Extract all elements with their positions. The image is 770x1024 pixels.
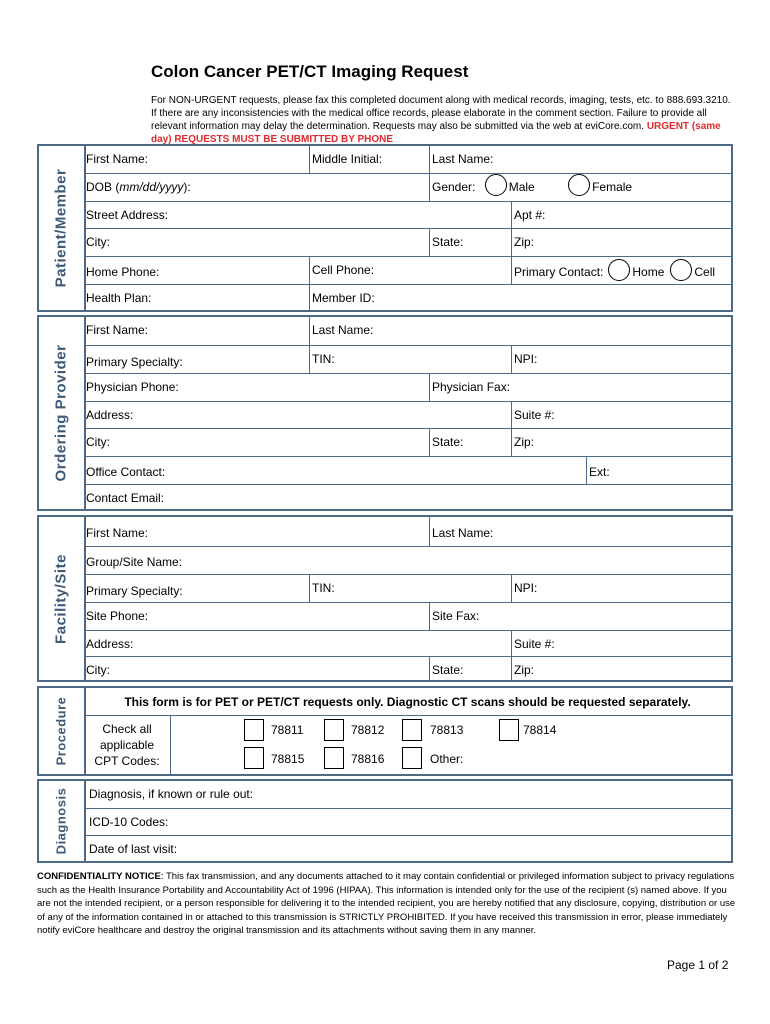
- provider-last-name-field[interactable]: Last Name:: [309, 317, 731, 345]
- provider-specialty-field[interactable]: Primary Specialty:: [86, 355, 183, 369]
- patient-section: [37, 144, 733, 312]
- provider-tin-field[interactable]: TIN:: [309, 346, 511, 373]
- patient-state-field[interactable]: State:: [429, 229, 511, 256]
- provider-fax-field[interactable]: Physician Fax:: [429, 374, 731, 401]
- confidentiality-notice: CONFIDENTIALITY NOTICE: This fax transmission, and any documents attached to it may contain confidential or privileged information subject to privacy regulations such as the Health Insurance Portability and Accountability Act of 1996 (HIPAA). This information is intended only for the use of the recipient (s) named above. If you are not the intended recipient, or a person responsible for delivering it to the intended recipient, you are hereby notified that any disclosure, copying, distribution or use of any of the information contained in or attached to this transmission is STRICTLY PROHIBITED. If you have received this transmission in error, please immediately notify eviCore healthcare and destroy the original transmission and its attachments without saving them in any manner.: [37, 871, 736, 937]
- date-last-visit-field[interactable]: Date of last visit:: [89, 842, 178, 856]
- facility-tin-field[interactable]: TIN:: [309, 575, 511, 602]
- facility-npi-field[interactable]: NPI:: [511, 575, 731, 602]
- patient-zip-field[interactable]: Zip:: [511, 229, 731, 256]
- page-number: Page 1 of 2: [667, 958, 729, 972]
- cpt-78812-label: 78812: [351, 723, 385, 737]
- cpt-78816-label: 78816: [351, 752, 385, 766]
- provider-npi-field[interactable]: NPI:: [511, 346, 731, 373]
- facility-specialty-field[interactable]: Primary Specialty:: [86, 584, 183, 598]
- patient-gender-field: Gender: Male Female: [429, 174, 731, 201]
- contact-cell-radio[interactable]: [670, 259, 692, 281]
- procedure-section: [37, 686, 733, 776]
- provider-address-field[interactable]: Address:: [86, 408, 134, 422]
- facility-city-field[interactable]: City:: [86, 663, 110, 677]
- cpt-78813-label: 78813: [430, 723, 464, 737]
- intro-text: [151, 94, 731, 146]
- cpt-78814-label: 78814: [523, 723, 557, 737]
- patient-home-phone-field[interactable]: Home Phone:: [86, 265, 160, 279]
- facility-section: [37, 515, 733, 682]
- provider-first-name-field[interactable]: First Name:: [86, 323, 149, 337]
- patient-primary-contact-field: Primary Contact: Home Cell: [511, 257, 731, 284]
- facility-suite-field[interactable]: Suite #:: [511, 631, 731, 656]
- diagnosis-field[interactable]: Diagnosis, if known or rule out:: [89, 787, 254, 801]
- cpt-other-checkbox[interactable]: [402, 747, 422, 769]
- icd-codes-field[interactable]: ICD-10 Codes:: [89, 815, 169, 829]
- patient-section-label: Patient/Member: [39, 146, 86, 310]
- provider-section-label: Ordering Provider: [39, 317, 86, 509]
- patient-last-name-field[interactable]: Last Name:: [429, 146, 731, 173]
- facility-group-field[interactable]: Group/Site Name:: [86, 555, 183, 569]
- provider-office-contact-field[interactable]: Office Contact:: [86, 465, 166, 479]
- cpt-78815-label: 78815: [271, 752, 305, 766]
- facility-phone-field[interactable]: Site Phone:: [86, 609, 149, 623]
- provider-zip-field[interactable]: Zip:: [511, 429, 731, 456]
- provider-city-field[interactable]: City:: [86, 435, 110, 449]
- cpt-78812-checkbox[interactable]: [324, 719, 344, 741]
- provider-phone-field[interactable]: Physician Phone:: [86, 380, 179, 394]
- intro-body: For NON-URGENT requests, please fax this completed document along with medical records, imaging, tests, etc. to 888.693.3210. If there are any inconsistencies with the medical office records, please elaborate in the comment section. Failure to provide all relevant information may delay the determination. Requests may also be submitted via the web at eviCore.com.: [151, 95, 731, 132]
- gender-male-radio[interactable]: [485, 174, 507, 196]
- contact-home-radio[interactable]: [608, 259, 630, 281]
- diagnosis-section: [37, 779, 733, 863]
- provider-section: [37, 315, 733, 511]
- facility-state-field[interactable]: State:: [429, 657, 511, 680]
- provider-ext-field[interactable]: Ext:: [586, 457, 731, 484]
- patient-street-field[interactable]: Street Address:: [86, 208, 169, 222]
- facility-address-field[interactable]: Address:: [86, 637, 134, 651]
- gender-female-radio[interactable]: [568, 174, 590, 196]
- patient-member-id-field[interactable]: Member ID:: [309, 285, 731, 310]
- diagnosis-section-label: Diagnosis: [39, 781, 86, 861]
- patient-health-plan-field[interactable]: Health Plan:: [86, 291, 152, 305]
- provider-email-field[interactable]: Contact Email:: [86, 491, 165, 505]
- patient-cell-phone-field[interactable]: Cell Phone:: [309, 257, 511, 284]
- page-title: Colon Cancer PET/CT Imaging Request: [151, 62, 469, 81]
- procedure-header: This form is for PET or PET/CT requests only. Diagnostic CT scans should be requested separately.: [84, 688, 731, 716]
- cpt-78811-checkbox[interactable]: [244, 719, 264, 741]
- patient-first-name-field[interactable]: First Name:: [86, 152, 149, 166]
- cpt-label: Check all applicable CPT Codes:: [84, 716, 171, 774]
- facility-zip-field[interactable]: Zip:: [511, 657, 731, 680]
- cpt-78813-checkbox[interactable]: [402, 719, 422, 741]
- facility-last-name-field[interactable]: Last Name:: [429, 517, 731, 546]
- procedure-section-label: Procedure: [39, 688, 86, 774]
- cpt-78815-checkbox[interactable]: [244, 747, 264, 769]
- patient-middle-initial-field[interactable]: Middle Initial:: [309, 146, 429, 173]
- facility-first-name-field[interactable]: First Name:: [86, 526, 149, 540]
- facility-fax-field[interactable]: Site Fax:: [429, 603, 731, 630]
- facility-section-label: Facility/Site: [39, 517, 86, 680]
- cpt-78814-checkbox[interactable]: [499, 719, 519, 741]
- cpt-78816-checkbox[interactable]: [324, 747, 344, 769]
- cpt-other-label: Other:: [430, 752, 464, 766]
- patient-apt-field[interactable]: Apt #:: [511, 202, 731, 228]
- patient-city-field[interactable]: City:: [86, 235, 110, 249]
- provider-state-field[interactable]: State:: [429, 429, 511, 456]
- provider-suite-field[interactable]: Suite #:: [511, 402, 731, 428]
- patient-dob-field[interactable]: DOB (mm/dd/yyyy):: [86, 180, 191, 194]
- urgent-notice: URGENT (same day) REQUESTS MUST BE SUBMITTED BY PHONE: [151, 121, 721, 145]
- cpt-78811-label: 78811: [271, 723, 304, 737]
